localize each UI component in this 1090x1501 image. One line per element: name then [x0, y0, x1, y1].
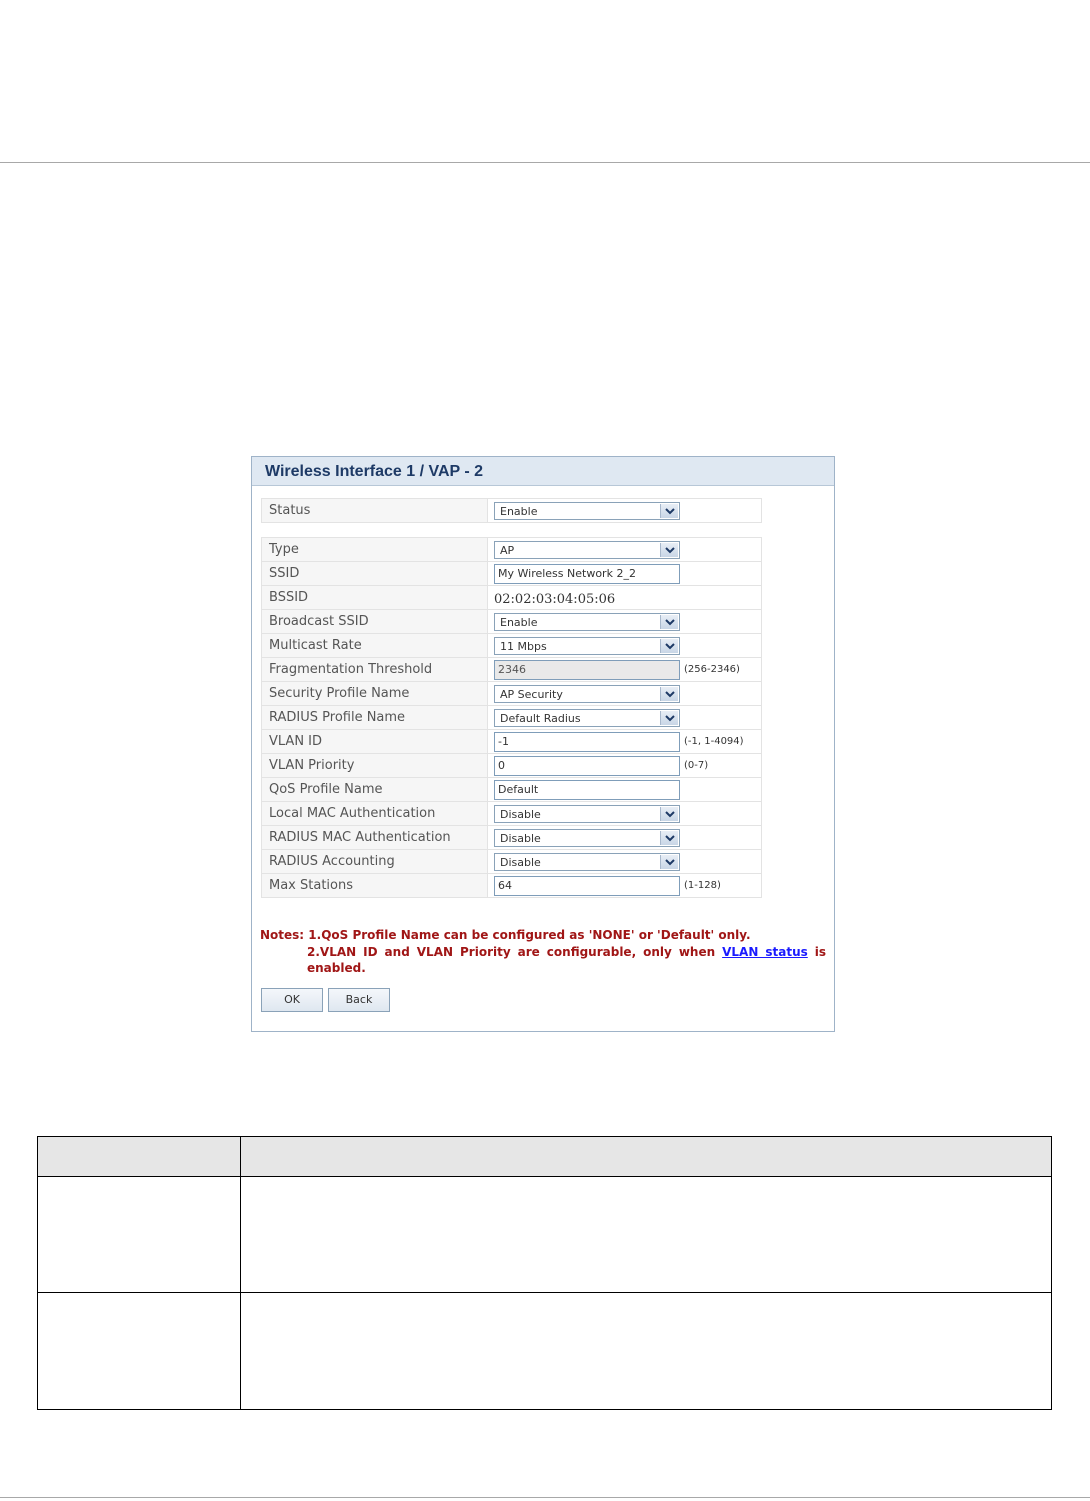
- multicast-rate-label: Multicast Rate: [262, 634, 488, 658]
- setting-row-security-profile-name: [262, 682, 762, 706]
- max-stations-input[interactable]: 64: [494, 876, 680, 896]
- setting-row-ssid: [262, 562, 762, 586]
- bssid-label: BSSID: [262, 586, 488, 610]
- bssid-value: 02:02:03:04:05:06: [494, 592, 616, 607]
- status-row: [262, 499, 762, 523]
- security-profile-name-label: Security Profile Name: [262, 682, 488, 706]
- status-label: Status: [262, 499, 488, 523]
- panel-title: Wireless Interface 1 / VAP - 2: [252, 457, 834, 486]
- top-divider: [0, 162, 1090, 163]
- radius-accounting-label: RADIUS Accounting: [262, 850, 488, 874]
- description-table: [37, 1136, 1052, 1410]
- setting-row-radius-profile-name: [262, 706, 762, 730]
- status-select[interactable]: Enable: [494, 502, 680, 520]
- ssid-label: SSID: [262, 562, 488, 586]
- radius-profile-name-select[interactable]: Default Radius: [494, 709, 680, 727]
- setting-row-qos-profile-name: [262, 778, 762, 802]
- type-select[interactable]: AP: [494, 541, 680, 559]
- chevron-down-icon: [660, 855, 678, 869]
- chevron-down-icon: [660, 639, 678, 653]
- vlan-status-link[interactable]: VLAN status: [722, 944, 808, 959]
- status-table: [261, 498, 762, 523]
- radius-mac-authentication-label: RADIUS MAC Authentication: [262, 826, 488, 850]
- chevron-down-icon: [660, 504, 678, 518]
- table-row: [38, 1177, 1051, 1293]
- setting-row-max-stations: [262, 874, 762, 898]
- note-1: Notes: 1.QoS Profile Name can be configured as 'NONE' or 'Default' only.: [260, 928, 751, 942]
- vlan-priority-input[interactable]: 0: [494, 756, 680, 776]
- max-stations-label: Max Stations: [262, 874, 488, 898]
- chevron-down-icon: [660, 543, 678, 557]
- back-button[interactable]: Back: [328, 988, 390, 1012]
- table-header-row: [38, 1137, 1051, 1177]
- radius-profile-name-label: RADIUS Profile Name: [262, 706, 488, 730]
- settings-table: [261, 537, 762, 898]
- fragmentation-threshold-range-hint: (256-2346): [684, 664, 740, 675]
- qos-profile-name-label: QoS Profile Name: [262, 778, 488, 802]
- broadcast-ssid-select[interactable]: Enable: [494, 613, 680, 631]
- setting-row-radius-mac-authentication: [262, 826, 762, 850]
- setting-row-type: [262, 538, 762, 562]
- notes: [260, 927, 826, 977]
- type-label: Type: [262, 538, 488, 562]
- setting-row-radius-accounting: [262, 850, 762, 874]
- chevron-down-icon: [660, 687, 678, 701]
- max-stations-range-hint: (1-128): [684, 880, 721, 891]
- local-mac-authentication-label: Local MAC Authentication: [262, 802, 488, 826]
- vlan-priority-range-hint: (0-7): [684, 760, 709, 771]
- setting-row-vlan-priority: [262, 754, 762, 778]
- fragmentation-threshold-label: Fragmentation Threshold: [262, 658, 488, 682]
- chevron-down-icon: [660, 615, 678, 629]
- multicast-rate-select[interactable]: 11 Mbps: [494, 637, 680, 655]
- setting-row-vlan-id: [262, 730, 762, 754]
- setting-row-multicast-rate: [262, 634, 762, 658]
- chevron-down-icon: [660, 711, 678, 725]
- note-2: 2.VLAN ID and VLAN Priority are configurable, only when VLAN status is enabled.: [307, 944, 827, 975]
- vap-config-panel: [251, 456, 835, 1032]
- fragmentation-threshold-input: 2346: [494, 660, 680, 680]
- radius-mac-authentication-select[interactable]: Disable: [494, 829, 680, 847]
- vlan-id-range-hint: (-1, 1-4094): [684, 736, 744, 747]
- security-profile-name-select[interactable]: AP Security: [494, 685, 680, 703]
- ssid-input[interactable]: My Wireless Network 2_2: [494, 564, 680, 584]
- broadcast-ssid-label: Broadcast SSID: [262, 610, 488, 634]
- bottom-divider: [0, 1497, 1090, 1498]
- setting-row-fragmentation-threshold: [262, 658, 762, 682]
- chevron-down-icon: [660, 831, 678, 845]
- vlan-id-label: VLAN ID: [262, 730, 488, 754]
- setting-row-bssid: [262, 586, 762, 610]
- setting-row-local-mac-authentication: [262, 802, 762, 826]
- vlan-id-input[interactable]: -1: [494, 732, 680, 752]
- radius-accounting-select[interactable]: Disable: [494, 853, 680, 871]
- table-row: [38, 1293, 1051, 1409]
- ok-button[interactable]: OK: [261, 988, 323, 1012]
- chevron-down-icon: [660, 807, 678, 821]
- qos-profile-name-input[interactable]: Default: [494, 780, 680, 800]
- vlan-priority-label: VLAN Priority: [262, 754, 488, 778]
- local-mac-authentication-select[interactable]: Disable: [494, 805, 680, 823]
- setting-row-broadcast-ssid: [262, 610, 762, 634]
- column-divider: [240, 1137, 241, 1409]
